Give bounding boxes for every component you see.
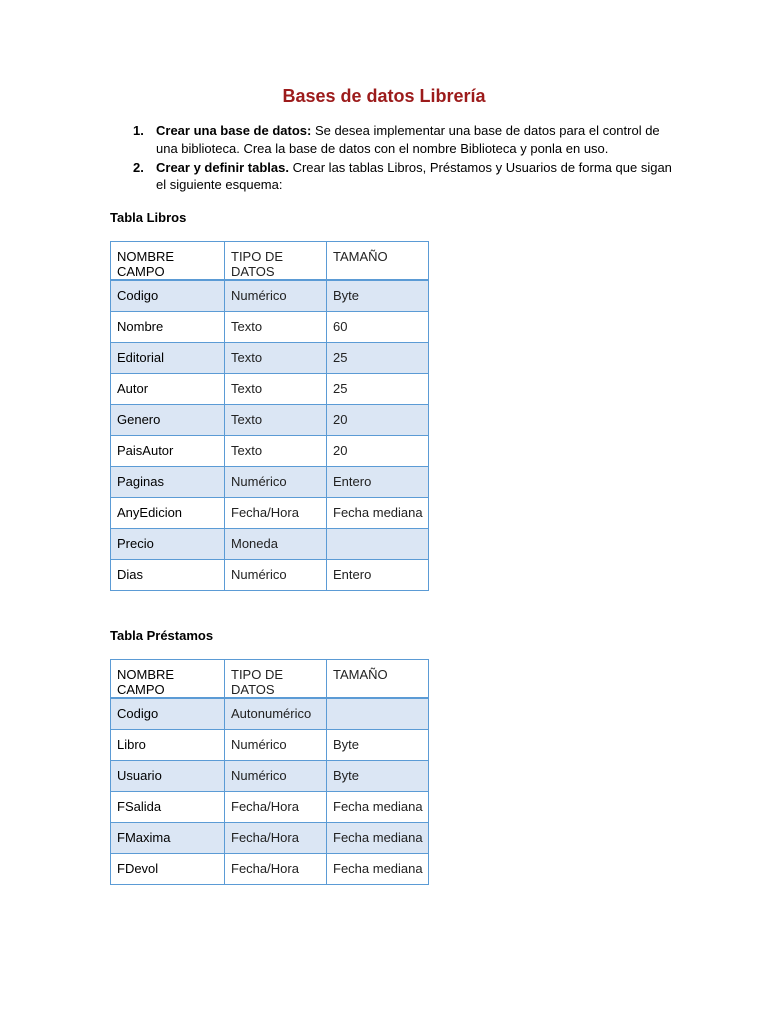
table-cell: 25: [327, 373, 429, 404]
table-cell: Numérico: [225, 466, 327, 497]
table-cell: Texto: [225, 373, 327, 404]
steps-list: [133, 122, 673, 195]
table-cell: Byte: [327, 280, 429, 311]
table-cell: FDevol: [111, 853, 225, 884]
column-header: NOMBRE CAMPO: [111, 242, 225, 281]
table-cell: Texto: [225, 435, 327, 466]
table-cell: Moneda: [225, 528, 327, 559]
table-row: [111, 497, 429, 528]
table-cell: Fecha/Hora: [225, 822, 327, 853]
table-cell: Fecha mediana: [327, 497, 429, 528]
column-header: NOMBRE CAMPO: [111, 660, 225, 699]
table-cell: Genero: [111, 404, 225, 435]
table-cell: Autor: [111, 373, 225, 404]
table-cell: Fecha/Hora: [225, 791, 327, 822]
table-row: [111, 528, 429, 559]
step-text: Se desea implementar una base de datos para el control de una biblioteca. Crea la base de datos con el nombre Biblioteca y ponla en uso.: [156, 123, 660, 156]
table-cell: Texto: [225, 342, 327, 373]
step-lead: Crear una base de datos:: [156, 123, 312, 138]
table-cell: Texto: [225, 404, 327, 435]
table-prestamos-label: Tabla Préstamos: [110, 628, 214, 643]
table-cell: 20: [327, 404, 429, 435]
table-cell: Numérico: [225, 729, 327, 760]
table-cell: Libro: [111, 729, 225, 760]
table-cell: Nombre: [111, 311, 225, 342]
table-row: [111, 853, 429, 884]
column-header: TAMAÑO: [327, 660, 429, 699]
table-row: [111, 435, 429, 466]
table-header-row: [111, 242, 429, 281]
table-cell: Dias: [111, 559, 225, 590]
table-cell: Usuario: [111, 760, 225, 791]
table-cell: Autonumérico: [225, 698, 327, 729]
table-cell: Byte: [327, 729, 429, 760]
table-cell: [327, 698, 429, 729]
step-item: [133, 122, 673, 157]
table-cell: Precio: [111, 528, 225, 559]
table-cell: Entero: [327, 466, 429, 497]
table-cell: Fecha mediana: [327, 822, 429, 853]
table-cell: [327, 528, 429, 559]
column-header: TAMAÑO: [327, 242, 429, 281]
table-cell: Numérico: [225, 280, 327, 311]
table-cell: Numérico: [225, 760, 327, 791]
table-cell: Byte: [327, 760, 429, 791]
table-row: [111, 791, 429, 822]
step-item: [133, 159, 673, 194]
step-number: 2.: [133, 159, 144, 175]
table-row: [111, 342, 429, 373]
table-libros: [110, 241, 429, 591]
table-row: [111, 559, 429, 590]
table-cell: Fecha/Hora: [225, 853, 327, 884]
table-row: [111, 373, 429, 404]
column-header: TIPO DE DATOS: [225, 660, 327, 699]
table-cell: 60: [327, 311, 429, 342]
table-row: [111, 311, 429, 342]
table-row: [111, 404, 429, 435]
table-header-row: [111, 660, 429, 699]
table-row: [111, 280, 429, 311]
table-cell: FSalida: [111, 791, 225, 822]
table-prestamos: [110, 659, 429, 885]
table-row: [111, 729, 429, 760]
table-cell: PaisAutor: [111, 435, 225, 466]
step-number: 1.: [133, 123, 144, 138]
page-title: Bases de datos Librería: [282, 86, 486, 106]
step-lead: Crear y definir tablas.: [156, 159, 289, 175]
step-text: Crear las tablas Libros, Préstamos y Usuarios de forma que sigan el siguiente esquema:: [156, 159, 672, 192]
table-row: [111, 822, 429, 853]
table-cell: Codigo: [111, 698, 225, 729]
table-row: [111, 698, 429, 729]
table-cell: Fecha mediana: [327, 853, 429, 884]
table-libros-label: Tabla Libros: [110, 210, 187, 225]
table-cell: Fecha/Hora: [225, 497, 327, 528]
table-cell: Paginas: [111, 466, 225, 497]
table-cell: 25: [327, 342, 429, 373]
table-cell: Editorial: [111, 342, 225, 373]
table-cell: Codigo: [111, 280, 225, 311]
table-row: [111, 760, 429, 791]
table-cell: Fecha mediana: [327, 791, 429, 822]
table-cell: 20: [327, 435, 429, 466]
column-header: TIPO DE DATOS: [225, 242, 327, 281]
table-cell: FMaxima: [111, 822, 225, 853]
table-cell: Entero: [327, 559, 429, 590]
table-cell: Numérico: [225, 559, 327, 590]
table-cell: AnyEdicion: [111, 497, 225, 528]
table-cell: Texto: [225, 311, 327, 342]
table-row: [111, 466, 429, 497]
